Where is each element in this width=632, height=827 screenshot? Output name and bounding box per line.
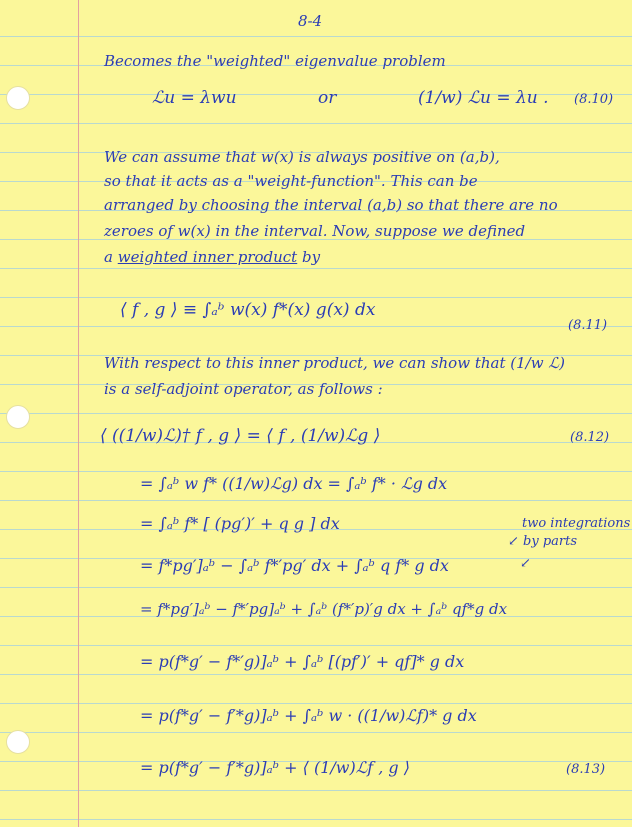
derivation-line-1: = ∫ₐᵇ w f* ((1/w)ℒg) dx = ∫ₐᵇ f* · ℒg dx <box>140 474 448 493</box>
derivation-line-3: = f*pg′]ₐᵇ − ∫ₐᵇ f*′pg′ dx + ∫ₐᵇ q f* g dx <box>140 556 449 575</box>
binder-hole-middle <box>6 405 30 429</box>
equation-8-10-right: (1/w) ℒu = λu . <box>418 88 549 108</box>
intro-line: Becomes the "weighted" eigenvalue problem <box>104 52 446 70</box>
paragraph-line-5-suffix: by <box>302 248 321 266</box>
paragraph-line-3: arranged by choosing the interval (a,b) so that there are no <box>104 196 558 214</box>
equation-label-8-13: (8.13) <box>566 762 606 777</box>
weighted-inner-product-term: weighted inner product <box>117 248 298 266</box>
derivation-line-2: = ∫ₐᵇ f* [ (pg′)′ + q g ] dx <box>140 514 340 533</box>
page-number: 8-4 <box>298 12 323 30</box>
paragraph-2-line-1: With respect to this inner product, we can show that (1/w ℒ) <box>104 354 565 372</box>
binder-hole-top <box>6 86 30 110</box>
paragraph-line-4: zeroes of w(x) in the interval. Now, suppose we defined <box>104 222 526 240</box>
equation-8-10-or: or <box>318 88 337 108</box>
margin-line <box>78 0 79 827</box>
derivation-line-4: = f*pg′]ₐᵇ − f*′pg]ₐᵇ + ∫ₐᵇ (f*′p)′g dx + ∫ₐᵇ qf*g dx <box>140 600 508 618</box>
annotation-two-integrations: two integrations <box>522 516 631 531</box>
equation-8-12: ⟨ ((1/w)ℒ)† f , g ⟩ = ⟨ f , (1/w)ℒg ⟩ <box>100 426 381 446</box>
equation-label-8-11: (8.11) <box>568 318 608 333</box>
derivation-line-5: = p(f*g′ − f*′g)]ₐᵇ + ∫ₐᵇ [(pf′)′ + qf]* g dx <box>140 652 465 671</box>
equation-8-10-left: ℒu = λwu <box>152 88 237 108</box>
equation-label-8-10: (8.10) <box>574 92 614 107</box>
paragraph-line-2: so that it acts as a "weight-function". This can be <box>104 172 478 190</box>
equation-8-11: ⟨ f , g ⟩ ≡ ∫ₐᵇ w(x) f*(x) g(x) dx <box>120 300 376 320</box>
derivation-line-7: = p(f*g′ − f′*g)]ₐᵇ + ⟨ (1/w)ℒf , g ⟩ <box>140 758 410 777</box>
binder-hole-bottom <box>6 730 30 754</box>
derivation-line-6: = p(f*g′ − f′*g)]ₐᵇ + ∫ₐᵇ w · ((1/w)ℒf)* g dx <box>140 706 477 725</box>
arrow-icon: ↙ <box>520 556 531 571</box>
annotation-by-parts: ↙ by parts <box>508 534 578 549</box>
paragraph-line-5 <box>104 248 320 266</box>
paragraph-line-1: We can assume that w(x) is always positive on (a,b), <box>104 148 500 166</box>
paragraph-line-5-prefix: a <box>104 248 113 266</box>
equation-label-8-12: (8.12) <box>570 430 610 445</box>
paragraph-2-line-2: is a self-adjoint operator, as follows : <box>104 380 383 398</box>
